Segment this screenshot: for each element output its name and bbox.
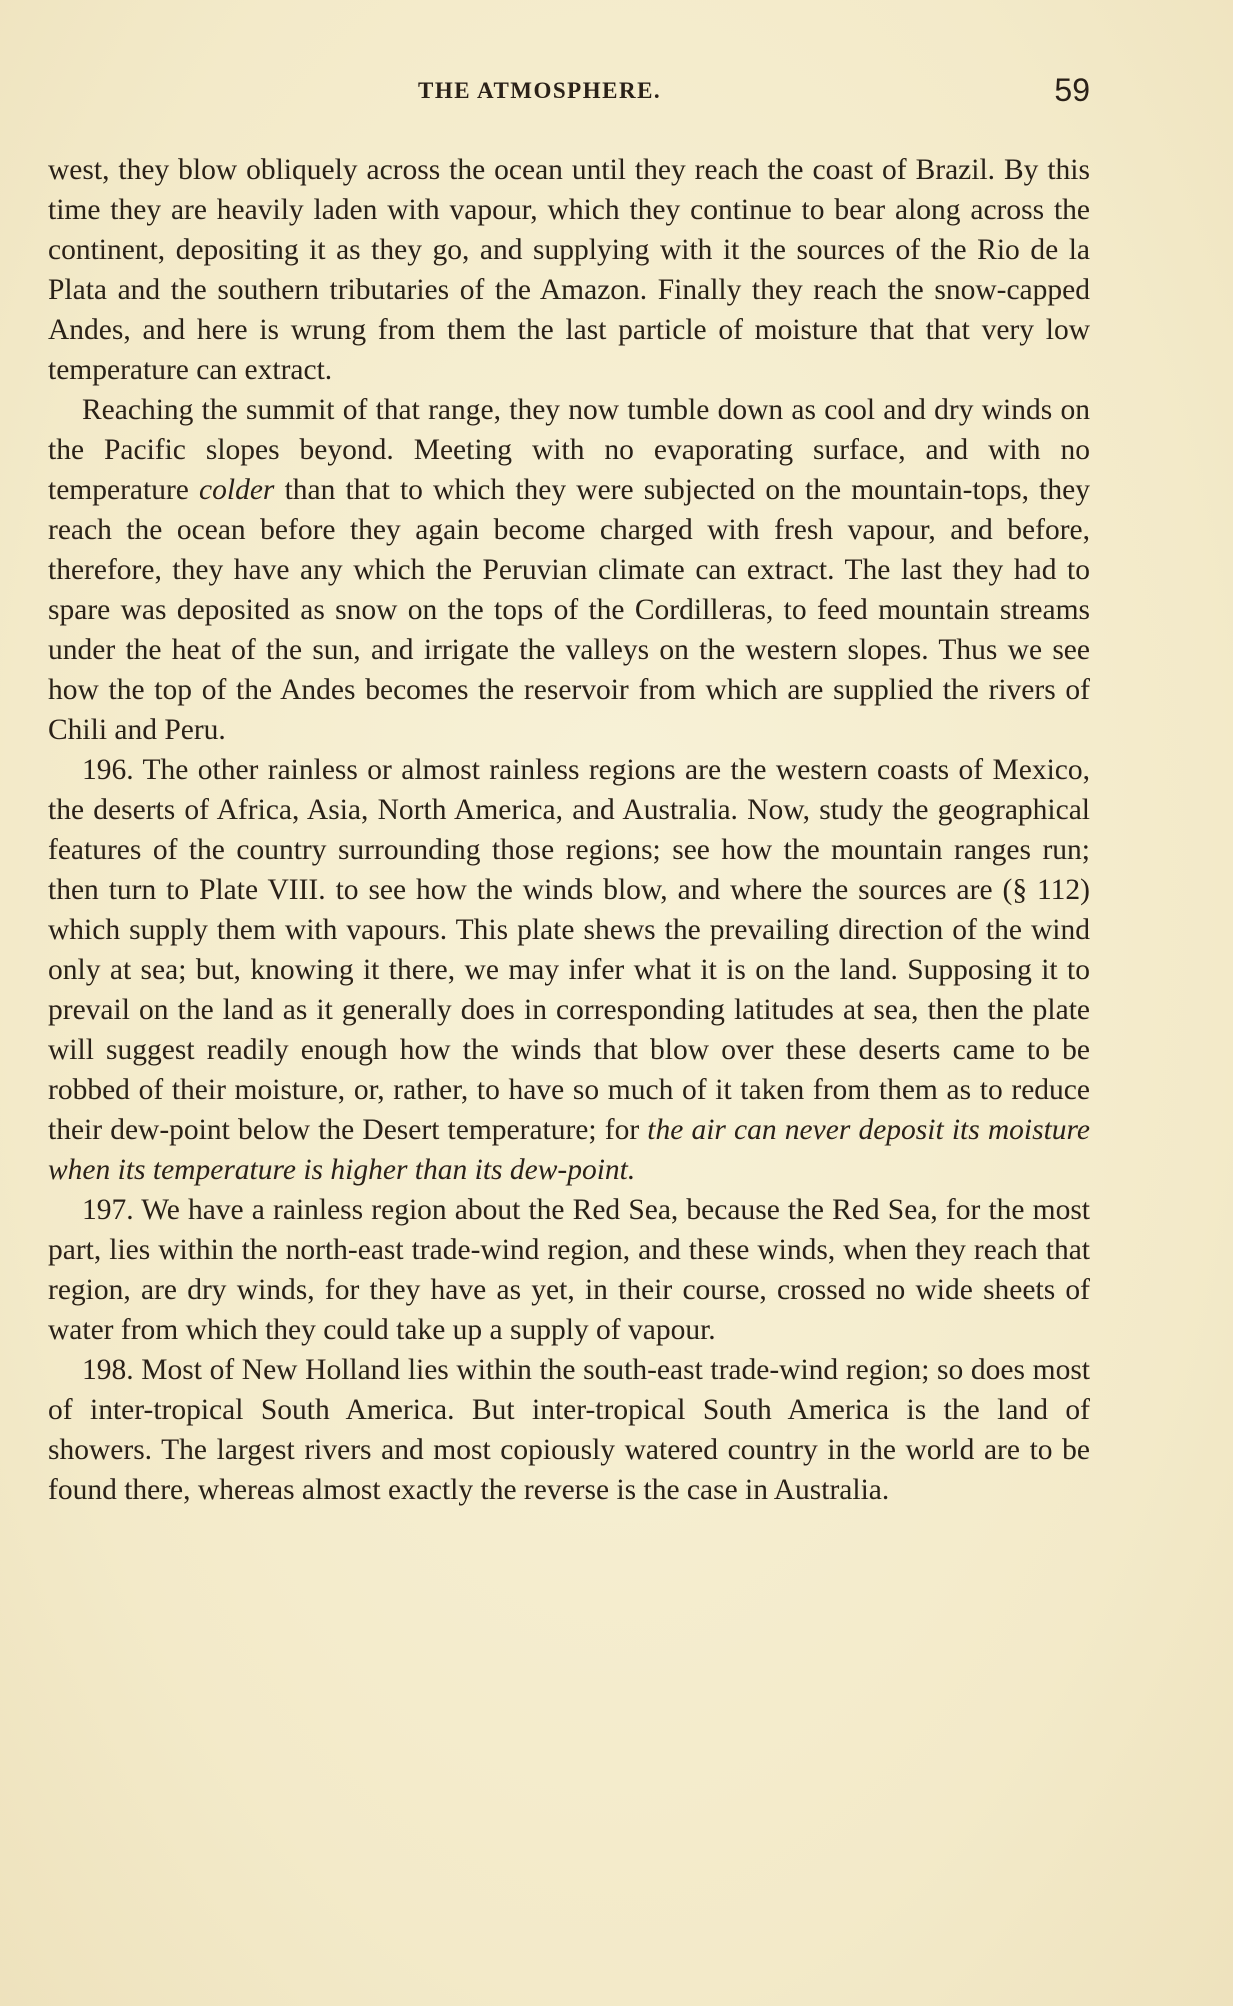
section-number: 196. <box>82 754 134 786</box>
page-header <box>48 72 1090 116</box>
italic-emphasis: colder <box>199 474 275 506</box>
running-head: THE ATMOSPHERE. <box>418 78 662 103</box>
paragraph-continuation: west, they blow obliquely across the ocean until they reach the coast of Brazil. By this time they are heavily laden with vapour, which they continue to bear along across the continent, depositing it as they go, and supplying with it the sources of the Rio de la Plata and the southern tributaries of the Amazon. Finally they reach the snow-capped Andes, and here is wrung from them the last particle of moisture that that very low temperature can extract. <box>48 154 1090 386</box>
italic-emphasis: the air can never deposit its moisture when its temperature is higher than its dew-point. <box>48 1114 1090 1186</box>
section-number: 197. <box>82 1194 134 1226</box>
body-text <box>48 150 1090 1510</box>
paragraph-196: 196. The other rainless or almost rainless regions are the western coasts of Mexico, the deserts of Africa, Asia, North America, and Australia. Now, study the geographical features of the country surrounding those regions; see how the mountain ranges run; then turn to Plate VIII. to see how the winds blow, and where the sources are (§ 112) which supply them with vapours. This plate shews the prevailing direction of the wind only at sea; but, knowing it there, we may infer what it is on the land. Supposing it to prevail on the land as it generally does in corresponding latitudes at sea, then the plate will suggest readily enough how the winds that blow over these deserts came to be robbed of their moisture, or, rather, to have so much of it taken from them as to reduce their dew-point below the Desert temperature; for the air can never deposit its moisture when its temperature is higher than its dew-point. <box>48 754 1090 1186</box>
paragraph-198: 198. Most of New Holland lies within the south-east trade-wind region; so does most of inter-tropical South America. But inter-tropical South America is the land of showers. The largest rivers and most copiously watered country in the world are to be found there, whereas almost exactly the reverse is the case in Australia. <box>48 1354 1090 1506</box>
page-number: 59 <box>1054 72 1090 108</box>
paragraph-andes-winds: Reaching the summit of that range, they now tumble down as cool and dry winds on the Pacific slopes beyond. Meeting with no evaporating surface, and with no temperature colder than that to which they were subjected on the mountain-tops, they reach the ocean before they again become charged with fresh vapour, and before, therefore, they have any which the Peruvian climate can extract. The last they had to spare was deposited as snow on the tops of the Cordilleras, to feed mountain streams under the heat of the sun, and irrigate the valleys on the western slopes. Thus we see how the top of the Andes becomes the reservoir from which are supplied the rivers of Chili and Peru. <box>48 394 1090 746</box>
section-number: 198. <box>82 1354 134 1386</box>
paragraph-197: 197. We have a rainless region about the Red Sea, because the Red Sea, for the most part, lies within the north-east trade-wind region, and these winds, when they reach that region, are dry winds, for they have as yet, in their course, crossed no wide sheets of water from which they could take up a supply of vapour. <box>48 1194 1090 1346</box>
